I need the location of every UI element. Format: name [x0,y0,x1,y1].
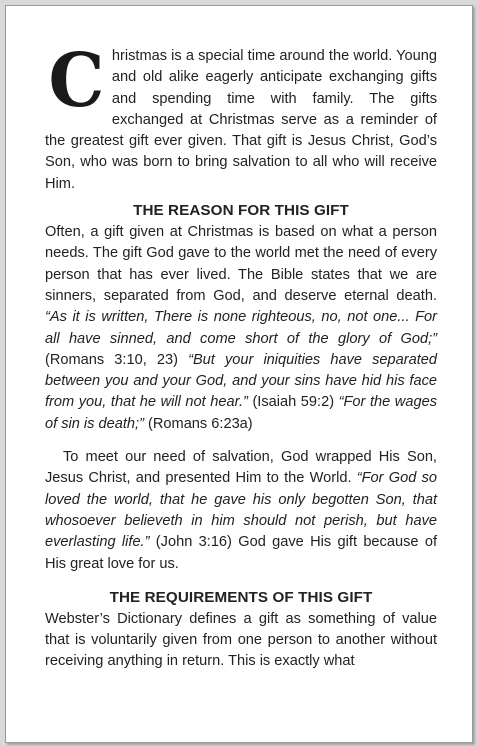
scripture-quote: “For God so loved the world, that he gave his only begotten Son, that whosoever believeth in him should not perish, but have everlasting life.” [45,470,438,551]
reason-text: Often, a gift given at Christmas is based on what a person needs. The gift God gave to the world met the need of every person that has ever lived. The Bible states that we are sinners, separated from God, and deserve eternal death. [45,224,437,304]
reason-paragraph [45,222,437,435]
scripture-quote: “But your iniquities have separated between you and your God, and your sins have hid his face from you, that he will not hear.” [45,351,437,411]
intro-paragraph [45,38,437,195]
section-heading-reason: THE REASON FOR THIS GIFT [133,202,349,220]
scripture-reference: (Isaiah 59:2) [247,394,339,411]
requirements-paragraph: Webster’s Dictionary defines a gift as something of value that is voluntarily given from one person to another without receiving anything in return. This is exactly what [45,610,437,670]
section-heading-requirements: THE REQUIREMENTS OF THIS GIFT [109,588,373,606]
scripture-reference: (Romans 3:10, 23) [45,351,189,368]
page-content [45,38,438,673]
salvation-text: To meet our need of salvation, God wrapped His Son, Jesus Christ, and presented Him to the World. [45,449,437,487]
scripture-quote: “For the wages of sin is death;” [45,394,437,432]
tract-page [5,5,473,743]
salvation-paragraph [45,447,437,575]
salvation-text-end: (John 3:16) God gave His gift because of His great love for us. [45,534,437,572]
intro-text: hristmas is a special time around the world. Young and old alike eagerly anticipate exchanging gifts and spending time with family. The gifts exchanged at Christmas serve as a reminder of the greatest gift ever given. That gift is Jesus Christ, God’s Son, who was born to bring salvation to all who will receive Him. [45,48,437,192]
scripture-quote: “As it is written, There is none righteous, no, not one... For all have sinned, and come short of the glory of God;” [45,309,437,347]
drop-cap: C [48,38,105,124]
scripture-reference: (Romans 6:23a) [143,415,253,432]
